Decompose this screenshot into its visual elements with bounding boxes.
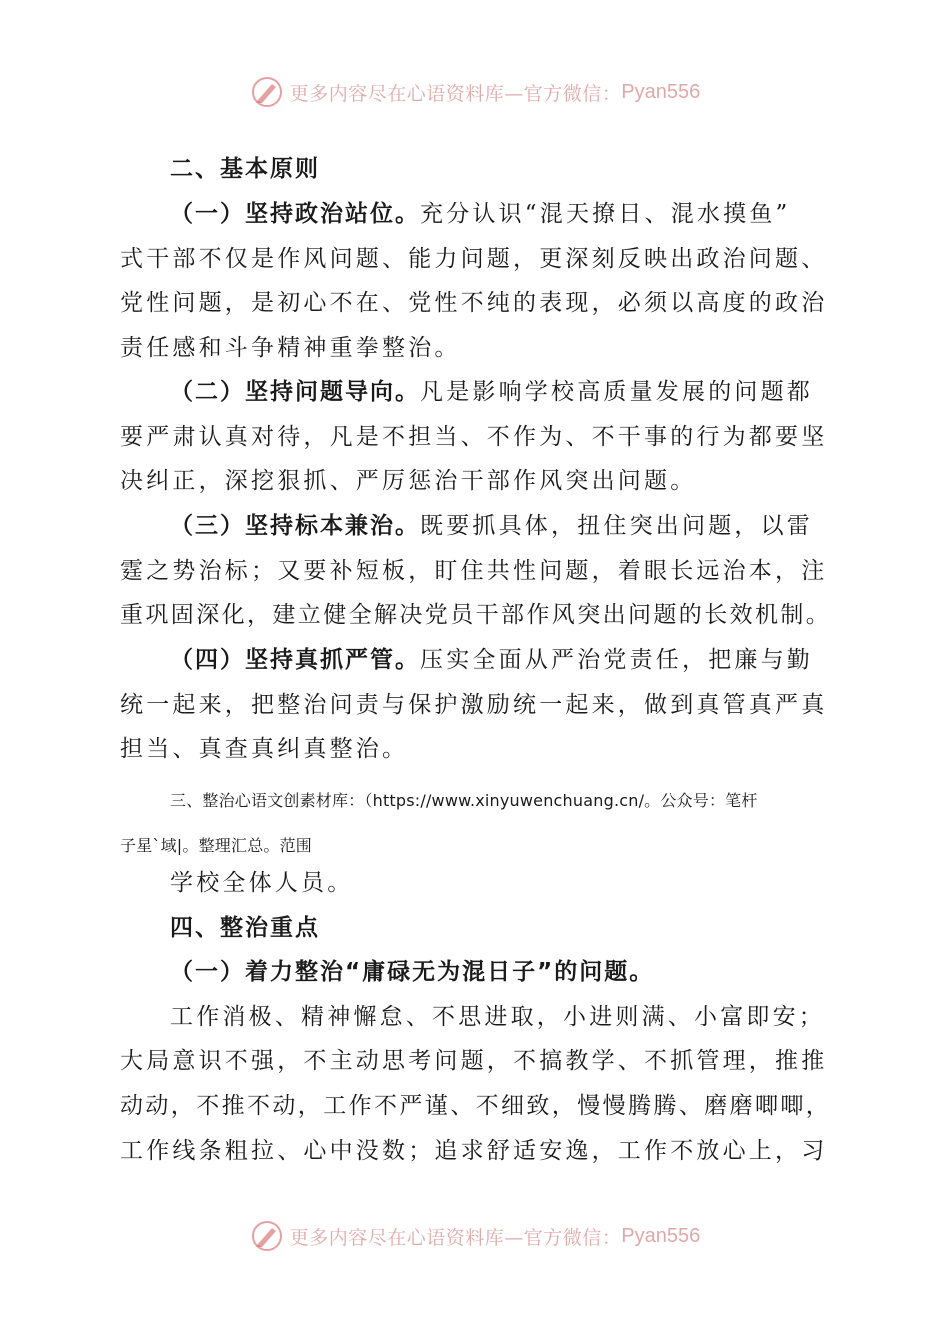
section4-heading: 四、整治重点	[170, 915, 320, 941]
section4-line-1: 工作消极、精神懈怠、不思进取，小进则满、小富即安；	[170, 1004, 825, 1030]
principle-3-line-3: 重巩固深化，建立健全解决党员干部作风突出问题的长效机制。	[120, 602, 832, 628]
principle-4-line-1	[170, 645, 820, 675]
principle-1-line-1	[170, 199, 820, 229]
principle-4-title: （四）坚持真抓严管。	[170, 647, 420, 673]
section3-line-2: 子星`域|。整理汇总。范围	[120, 836, 312, 855]
section4-line-3: 动动，不推不动，工作不严谨、不细致，慢慢腾腾、磨磨唧唧，	[120, 1093, 832, 1119]
section4-subheading-1: （一）着力整治“庸碌无为混日子”的问题。	[170, 959, 655, 985]
principle-1-text: 充分认识“混天撩日、混水摸鱼”	[420, 201, 791, 227]
principle-2-text: 凡是影响学校高质量发展的问题都	[420, 379, 813, 405]
watermark-id: Pyan556	[621, 1224, 701, 1247]
section4-line-4: 工作线条粗拉、心中没数；追求舒适安逸，工作不放心上，习	[120, 1138, 828, 1164]
principle-1-line-2: 式干部不仅是作风问题、能力问题，更深刻反映出政治问题、	[120, 246, 828, 272]
section4-line-2: 大局意识不强，不主动思考问题，不搞教学、不抓管理，推推	[120, 1048, 828, 1074]
section3-line-3: 学校全体人员。	[170, 870, 354, 896]
principle-2-line-1	[170, 377, 820, 407]
principle-3-line-1	[170, 511, 820, 541]
watermark-banner-top	[0, 70, 950, 114]
principle-2-line-2: 要严肃认真对待，凡是不担当、不作为、不干事的行为都要坚	[120, 424, 828, 450]
watermark-banner-bottom	[0, 1214, 950, 1258]
principle-2-title: （二）坚持问题导向。	[170, 379, 420, 405]
watermark-id: Pyan556	[621, 80, 701, 103]
section3-line-1: 三、整治心语文创素材库：（https://www.xinyuwenchuang.cn/。公众号：笔杆	[170, 791, 758, 810]
principle-1-line-3: 党性问题，是初心不在、党性不纯的表现，必须以高度的政治	[120, 290, 828, 316]
principle-1-line-4: 责任感和斗争精神重拳整治。	[120, 335, 461, 361]
principle-4-line-2: 统一起来，把整治问责与保护激励统一起来，做到真管真严真	[120, 692, 828, 718]
principle-3-line-2: 霆之势治标；又要补短板，盯住共性问题，着眼长远治本，注	[120, 558, 828, 584]
watermark-text: 更多内容尽在心语资料库—官方微信：	[289, 1226, 622, 1249]
watermark-text: 更多内容尽在心语资料库—官方微信：	[289, 82, 622, 105]
principle-4-line-3: 担当、真查真纠真整治。	[120, 736, 409, 762]
section2-heading: 二、基本原则	[170, 156, 320, 182]
principle-3-title: （三）坚持标本兼治。	[170, 513, 420, 539]
pen-in-circle-logo-icon	[250, 1219, 284, 1253]
principle-2-line-3: 决纠正，深挖狠抓、严厉惩治干部作风突出问题。	[120, 468, 697, 494]
principle-4-text: 压实全面从严治党责任，把廉与勤	[420, 647, 813, 673]
principle-1-title: （一）坚持政治站位。	[170, 201, 420, 227]
pen-in-circle-logo-icon	[250, 75, 284, 109]
principle-3-text: 既要抓具体，扭住突出问题，以雷	[420, 513, 813, 539]
